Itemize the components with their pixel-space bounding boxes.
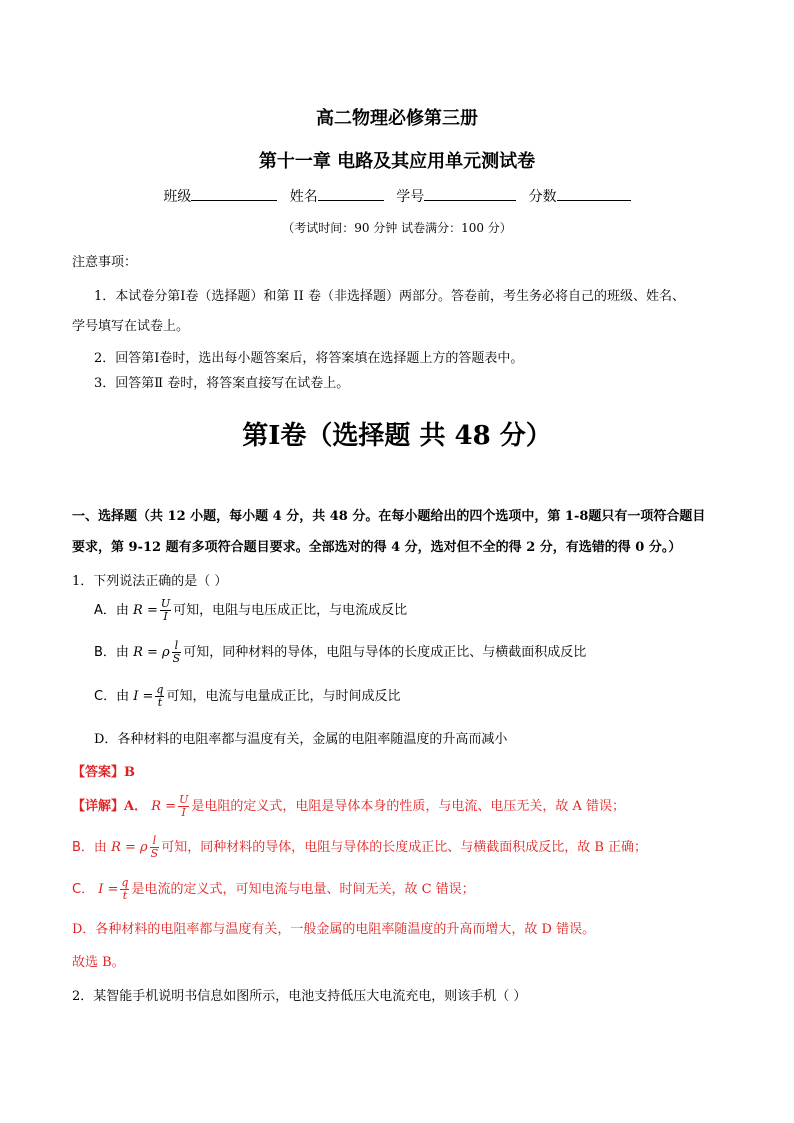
- detail-b: B．由 R = ρ $\frac{l}{S}$ 可知，同种材料的导体，电阻与导体的长度成正比、与横截面积成反比，故 B 正确；: [72, 834, 648, 860]
- class-blank: [191, 186, 277, 201]
- answer-label: 【答案】B: [72, 765, 135, 780]
- answer-conclusion: 故选 B。: [72, 955, 125, 970]
- note-1-line-1: 1．本试卷分第Ⅰ卷（选择题）和第 II 卷（非选择题）两部分。答卷前，考生务必将自己的班级、姓名、: [94, 289, 685, 304]
- class-label: 班级: [163, 189, 192, 205]
- note-3: 3．回答第Ⅱ 卷时，将答案直接写在试卷上。: [94, 376, 350, 391]
- score-blank: [557, 186, 631, 201]
- instructions-line-2: 要求，第 9-12 题有多项符合题目要求。全部选对的得 4 分，选对但不全的得 2 分，有选错的得 0 分。）: [72, 540, 682, 555]
- notes-heading: 注意事项：: [72, 255, 138, 270]
- q1-option-d: D．各种材料的电阻率都与温度有关，金属的电阻率随温度的升高而减小: [94, 732, 508, 747]
- fraction: $\frac{q}{t}$: [156, 683, 164, 709]
- name-label: 姓名: [289, 189, 318, 205]
- fraction: $\frac{U}{I}$: [179, 793, 189, 819]
- fraction: $\frac{q}{t}$: [121, 876, 129, 902]
- q2-stem: 2．某智能手机说明书信息如图所示，电池支持低压大电流充电，则该手机（ ）: [72, 989, 527, 1004]
- score-label: 分数: [528, 189, 557, 205]
- q1-option-b: B．由 R = ρ $\frac{l}{S}$ 可知，同种材料的导体，电阻与导体的长度成正比、与横截面积成反比: [94, 639, 587, 665]
- detail-d: D．各种材料的电阻率都与温度有关，一般金属的电阻率随温度的升高而增大，故 D 错误。: [72, 922, 596, 937]
- fraction: $\frac{l}{S}$: [172, 639, 181, 665]
- detail-c: C． I = $\frac{q}{t}$ 是电流的定义式，可知电流与电量、时间无关，故 C 错误；: [72, 876, 475, 902]
- student-id-label: 学号: [396, 189, 425, 205]
- student-info-row: [0, 186, 794, 206]
- instructions-line-1: 一、选择题（共 12 小题，每小题 4 分，共 48 分。在每小题给出的四个选项中，第 1-8题只有一项符合题目: [72, 509, 706, 524]
- q1-option-c: C．由 I = $\frac{q}{t}$ 可知，电流与电量成正比，与时间成反比: [94, 683, 401, 709]
- note-1-line-2: 学号填写在试卷上。: [72, 319, 190, 334]
- q1-option-a: A．由 R = $\frac{U}{I}$ 可知，电阻与电压成正比，与电流成反比: [94, 597, 408, 623]
- fraction: $\frac{U}{I}$: [160, 597, 171, 623]
- detail-a: 【详解】A． R = $\frac{U}{I}$ 是电阻的定义式，电阻是导体本身的性质，与电流、电压无关，故 A 错误；: [72, 793, 625, 819]
- note-2: 2．回答第Ⅰ卷时，选出每小题答案后，将答案填在选择题上方的答题表中。: [94, 351, 524, 366]
- paper-title: 高二物理必修第三册: [316, 108, 478, 129]
- student-id-blank: [424, 186, 516, 201]
- q1-stem: 1．下列说法正确的是（ ）: [72, 574, 228, 589]
- name-blank: [318, 186, 384, 201]
- fraction: $\frac{l}{S}$: [150, 834, 159, 860]
- section-title: 第Ⅰ卷（选择题 共 48 分）: [242, 421, 552, 451]
- paper-subtitle: 第十一章 电路及其应用单元测试卷: [258, 151, 536, 172]
- exam-info: （考试时间：90 分钟 试卷满分：100 分）: [282, 221, 512, 235]
